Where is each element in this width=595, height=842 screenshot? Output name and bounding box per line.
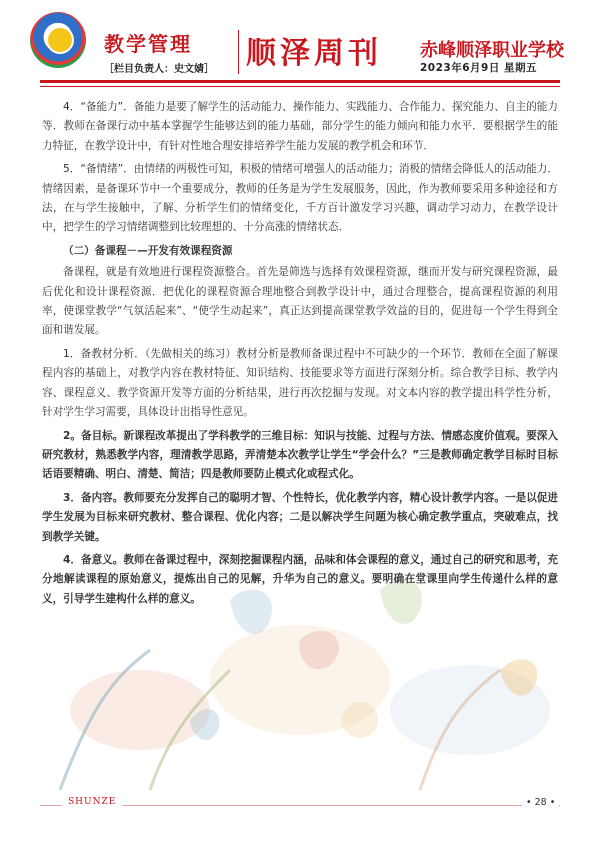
paragraph-objectives: 2。备目标。新课程改革提出了学科教学的三维目标：知识与技能、过程与方法、情感态度价值观。要深入研究教材，熟悉教学内容，理清教学思路，弄清楚本次教学让学生“学会什么？”三是教师确定教学目标时目标话语要精确、明白、清楚、简洁；四是教师要防止模式化或程式化。 bbox=[42, 429, 558, 481]
footer-brand: SHUNZE bbox=[62, 797, 122, 807]
page-header bbox=[0, 0, 595, 92]
logo-emblem bbox=[46, 26, 74, 54]
header-rule bbox=[40, 80, 560, 83]
page-number: • 28 • bbox=[522, 797, 559, 808]
school-logo bbox=[30, 12, 86, 68]
paragraph-curriculum: 备课程，就是有效地进行课程资源整合。首先是筛选与选择有效课程资源，继而开发与研究课程资源，最后优化和设计课程资源．把优化的课程资源合理地整合到教学设计中，通过合理整合，提高课程资源的利用率，使课堂教学“气氛活起来”、“使学生动起来”，真正达到提高课堂教学效益的目的，促进每一个学生得到全面和谐发展。 bbox=[42, 266, 558, 337]
section-heading-curriculum: （二）备课程－—开发有效课程资源 bbox=[63, 244, 233, 257]
header-rule-thin bbox=[40, 86, 560, 87]
paragraph-emotion: 5．“备情绪”．由情绪的两极性可知，积极的情绪可增强人的活动能力；消极的情绪会降低人的活动能力．情绪因素，是备课环节中一个重要成分，教师的任务是为学生发展服务，因此，作为教师要采用多种途径和方法，在与学生接触中，了解、分析学生们的情绪变化，千方百计激发学习兴趣，调动学习动力，在教学设计中，把学生的学习情绪调整到比较理想的、十分高涨的情绪状态． bbox=[42, 163, 558, 234]
paragraph-ability: 4．“备能力”．备能力是要了解学生的活动能力、操作能力、实践能力、合作能力、探究能力、自主的能力等．教师在备课行动中基本掌握学生能够达到的能力基础，部分学生的能力倾向和能力水平．要根据学生的能力特征，在教学设计中，有针对性地合理安排培养学生能力发展的教学机会和环节． bbox=[42, 101, 558, 152]
column-editor: ［栏目负责人：史文婧］ bbox=[104, 64, 214, 75]
header-divider bbox=[238, 30, 239, 74]
paragraph-content: 3．备内容。教师要充分发挥自己的聪明才智、个性特长，优化教学内容，精心设计教学内容。一是以促进学生发展为目标来研究教材、整合课程、优化内容；二是以解决学生问题为核心确定教学重点，突破难点，找到教学关键。 bbox=[42, 491, 558, 543]
article-body bbox=[42, 98, 558, 613]
paragraph-textbook-analysis: 1．备教材分析．（先做相关的练习）教材分析是教师备课过程中不可缺少的一个环节．教师在全面了解课程内容的基础上，对教学内容在教材特征、知识结构、技能要求等方面进行深刻分析。综合教学目标、教学内容、课程意义、教学资源开发等方面的分析结果，进行再次挖掘与发现。对文本内容的教学提出科学性分析，针对学生学习需要，具体设计出指导性意见。 bbox=[42, 347, 558, 419]
school-name: 赤峰顺泽职业学校 bbox=[420, 40, 564, 61]
paper-title: 顺泽周刊 bbox=[246, 36, 382, 71]
column-title: 教学管理 bbox=[104, 32, 192, 56]
paragraph-meaning: 4．备意义。教师在备课过程中，深刻挖掘课程内涵，品味和体会课程的意义，通过自己的研究和思考，充分地解读课程的原始意义，提炼出自己的见解，升华为自己的意义。要明确在堂课里向学生传递什么样的意义，引导学生建构什么样的意义。 bbox=[42, 553, 558, 605]
issue-date: 2023年6月9日 星期五 bbox=[420, 62, 537, 74]
